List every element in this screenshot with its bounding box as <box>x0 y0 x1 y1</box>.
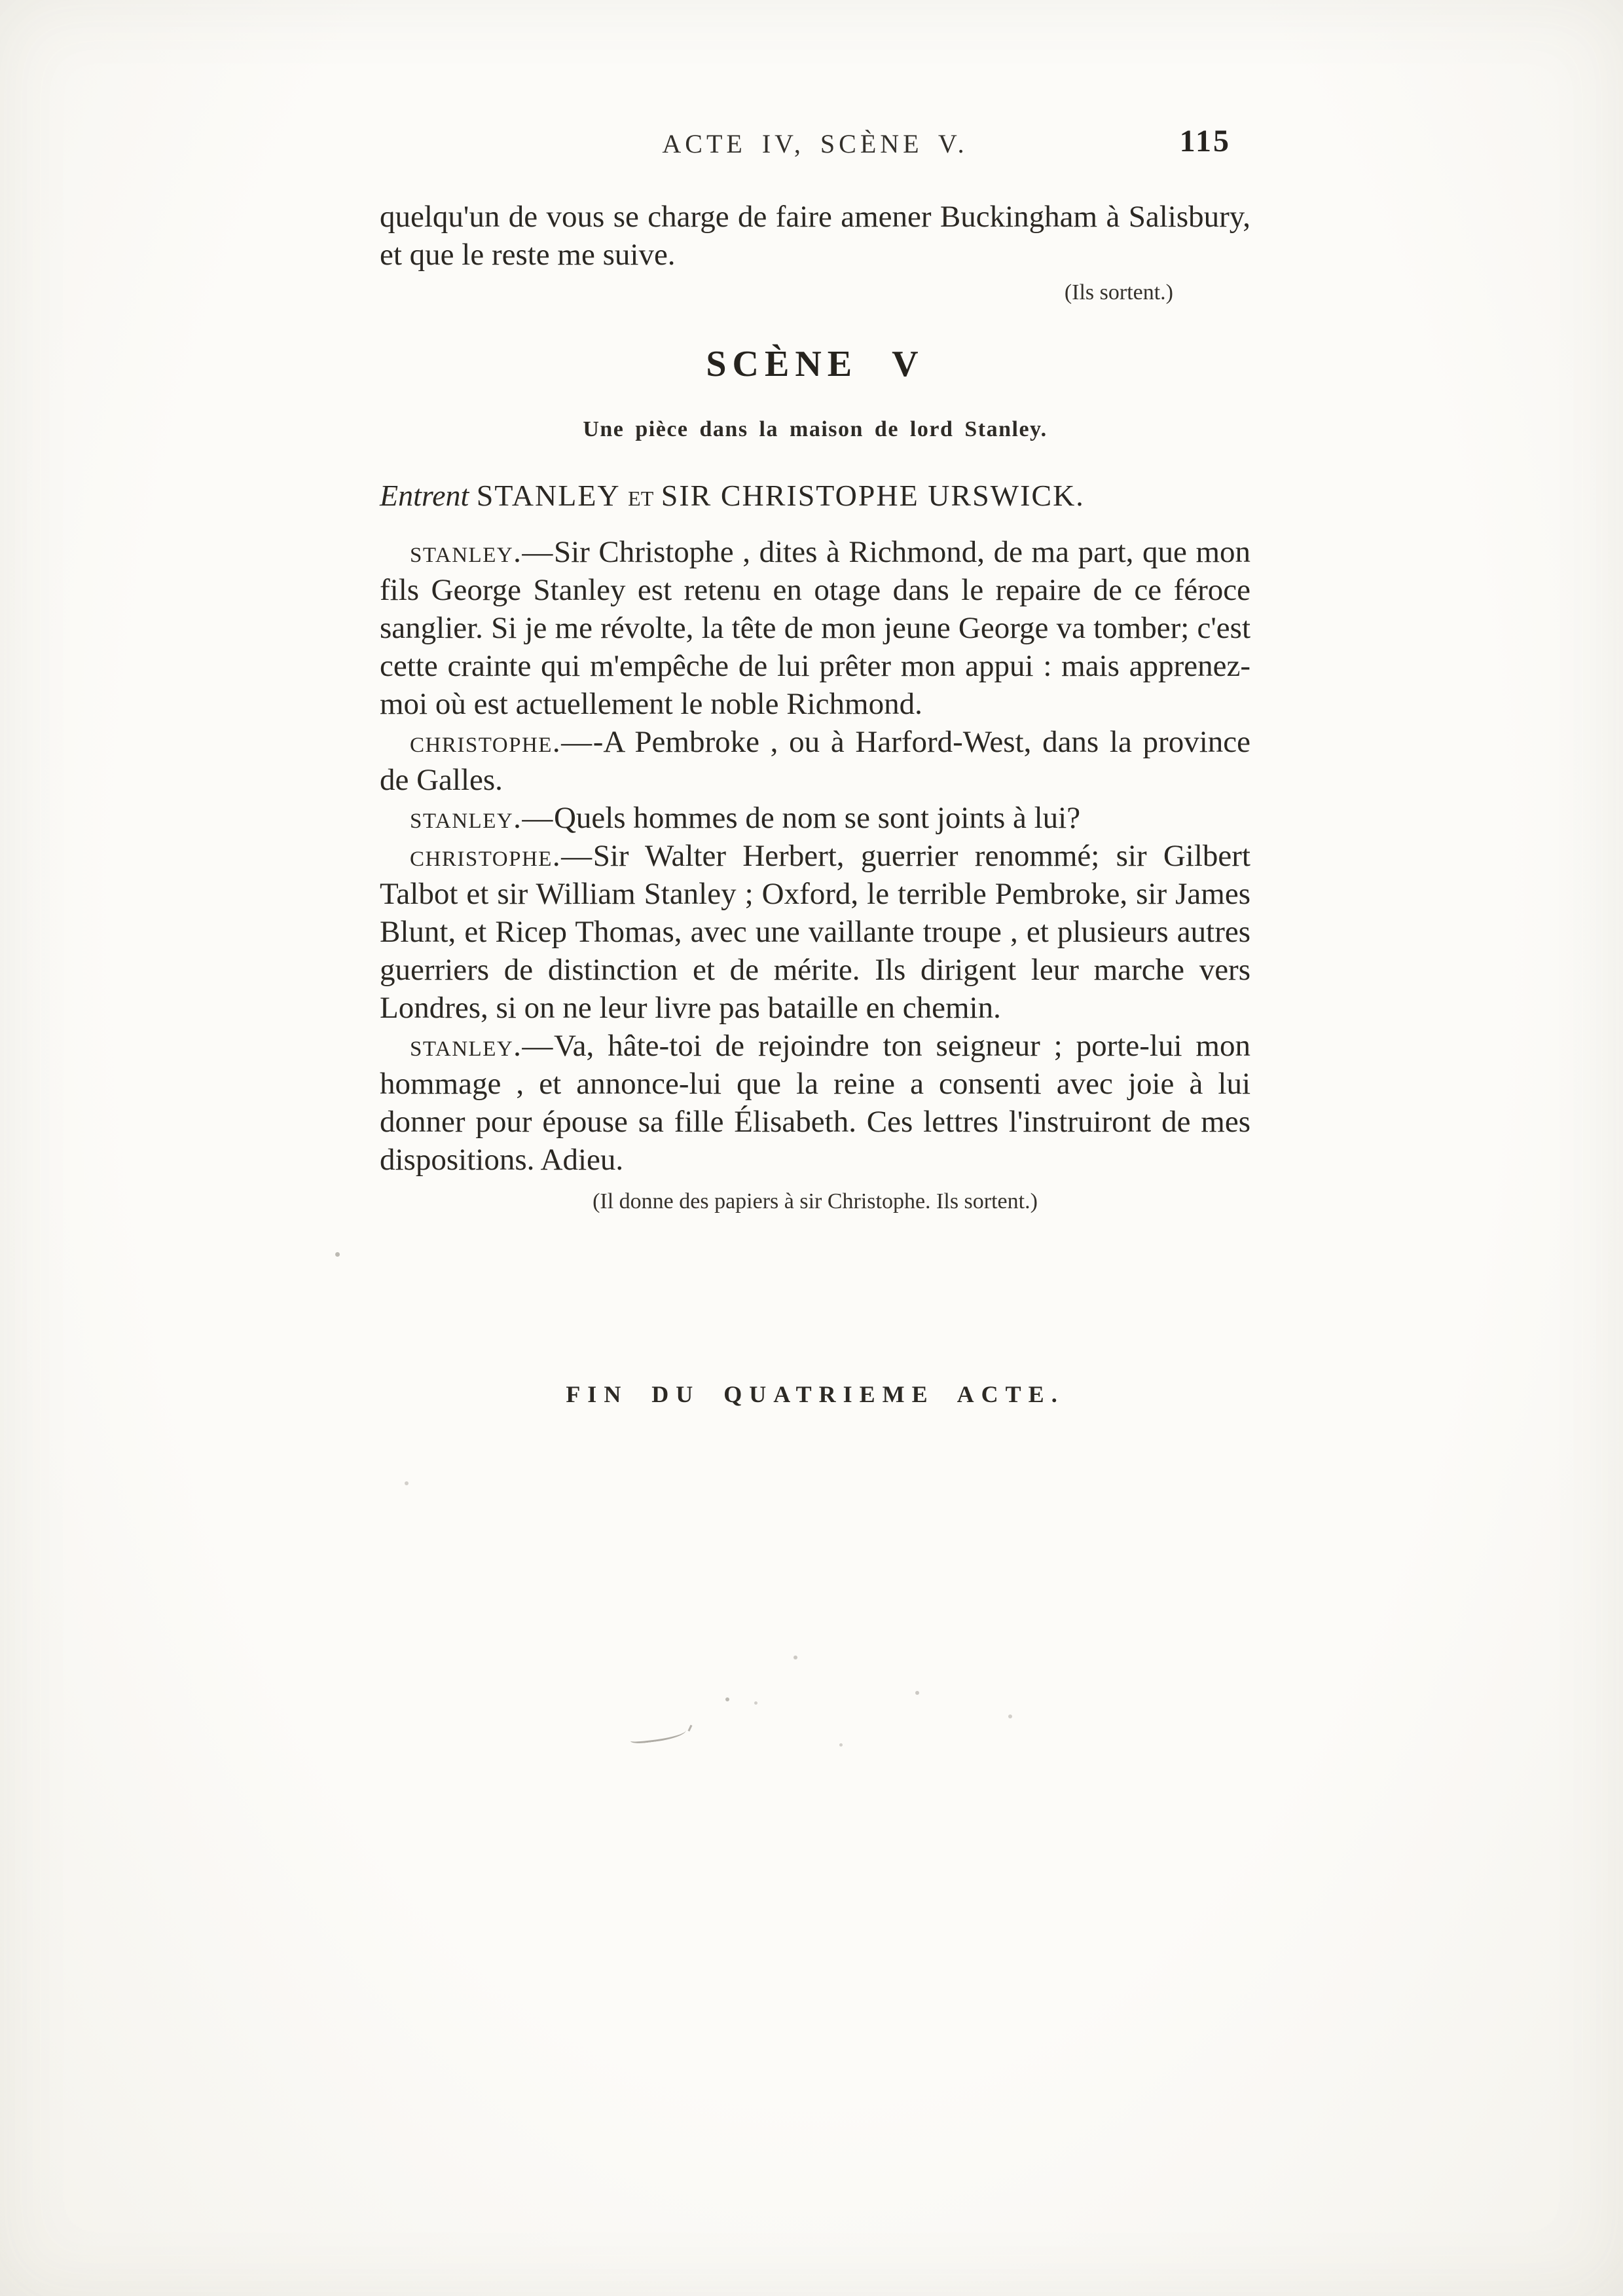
dialogue-text: -A Pembroke , ou à Harford-West, dans la province de Galles. <box>380 725 1250 797</box>
speaker-label: christophe.— <box>410 725 593 759</box>
scene-heading: SCÈNE V <box>706 344 924 384</box>
paragraph-continuation: quelqu'un de vous se charge de faire amener Buckingham à Salisbury, et que le reste me suive. <box>380 200 1250 272</box>
speaker-label: stanley.— <box>410 1029 554 1063</box>
dialogue-text: Sir Christophe , dites à Richmond, de ma part, que mon fils George Stanley est retenu en otage dans le repaire de ce féroce sanglier. Si je me révolte, la tête de mon jeune George va tomber; c'est cette crainte qui m'empêche de lui prêter mon appui : mais apprenez-moi où est actuellement le noble Richmond. <box>380 535 1250 721</box>
scan-speck <box>793 1656 797 1659</box>
stage-direction-exit: (Ils sortent.) <box>1064 280 1173 305</box>
scan-speck <box>915 1691 919 1695</box>
entrance-verb: Entrent <box>380 479 469 512</box>
entrance-conjunction: et <box>628 479 654 512</box>
scan-speck <box>839 1743 843 1747</box>
scan-speck <box>754 1701 757 1705</box>
entrance-line <box>380 477 1250 515</box>
scan-speck <box>1008 1714 1012 1718</box>
dialogue-stanley-1 <box>380 533 1250 723</box>
page-number: 115 <box>1179 124 1231 158</box>
dialogue-text: Quels hommes de nom se sont joints à lui? <box>553 801 1081 835</box>
text-column <box>380 0 1250 1409</box>
stage-direction-closing: (Il donne des papiers à sir Christophe. Ils sortent.) <box>593 1189 1038 1213</box>
entrance-name-stanley: STANLEY <box>476 479 621 512</box>
scan-scratch-mark <box>687 1725 698 1735</box>
running-header <box>380 124 1250 165</box>
dialogue-block <box>380 533 1250 1179</box>
dialogue-stanley-2 <box>380 799 1250 837</box>
dialogue-stanley-3 <box>380 1027 1250 1179</box>
speaker-label: stanley.— <box>410 801 554 835</box>
scan-speck <box>335 1252 340 1257</box>
dialogue-text: Va, hâte-toi de rejoindre ton seigneur ; porte-lui mon hommage , et annonce-lui que la reine a consenti avec joie à lui donner pour épouse sa fille Élisabeth. Ces lettres l'instruiront de mes dispositions. Adieu. <box>380 1029 1250 1177</box>
dialogue-christophe-1 <box>380 723 1250 799</box>
scan-speck <box>405 1481 409 1485</box>
act-end-note: FIN DU QUATRIEME ACTE. <box>566 1381 1065 1407</box>
entrance-name-urswick: SIR CHRISTOPHE URSWICK. <box>661 479 1085 512</box>
running-header-title: ACTE IV, SCÈNE V. <box>662 129 968 158</box>
scene-setting: Une pièce dans la maison de lord Stanley. <box>583 417 1048 441</box>
scan-speck <box>725 1697 729 1701</box>
dialogue-text: Sir Walter Herbert, guerrier renommé; sir Gilbert Talbot et sir William Stanley ; Oxford, le terrible Pembroke, sir James Blunt, et Ricep Thomas, avec une vaillante troupe , et plusieurs autres guerriers de distinction et de mérite. Ils dirigent leur marche vers Londres, si on ne leur livre pas bataille en chemin. <box>380 839 1250 1025</box>
dialogue-christophe-2 <box>380 837 1250 1027</box>
scan-scratch-mark <box>629 1726 687 1745</box>
speaker-label: christophe.— <box>410 839 593 873</box>
speaker-label: stanley.— <box>410 535 554 569</box>
